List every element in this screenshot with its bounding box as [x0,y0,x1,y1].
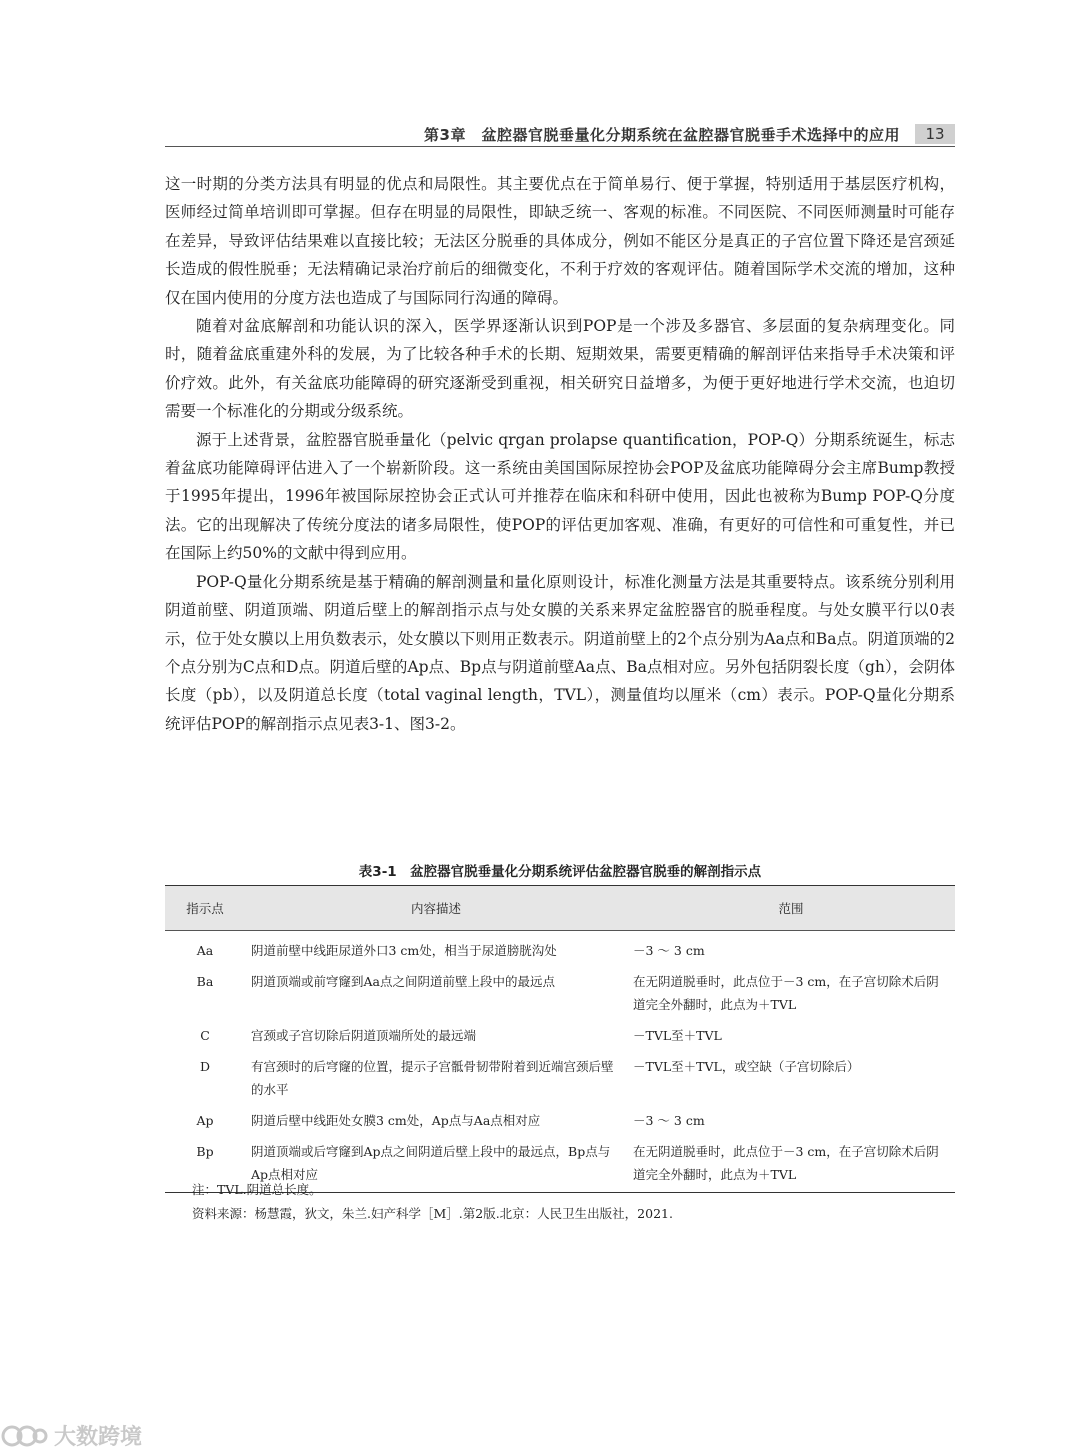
cell-point: Ba [196,974,214,989]
watermark-logo-icon [0,1420,48,1450]
body-text [165,170,955,738]
cell-range: －TVL至＋TVL，或空缺（子宫切除后） [633,1059,860,1074]
table-notes [192,1178,952,1226]
cell-description: 宫颈或子宫切除后阴道顶端所处的最远端 [251,1028,477,1043]
table-row [165,1020,955,1051]
cell-description: 阴道前壁中线距尿道外口3 cm处，相当于尿道膀胱沟处 [251,943,557,958]
cell-range: 在无阴道脱垂时，此点位于－3 cm，在子宫切除术后阴道完全外翻时，此点为＋TVL [633,974,939,1012]
cell-description: 阴道顶端或前穹窿到Aa点之间阴道前壁上段中的最远点 [251,974,555,989]
cell-point: Aa [196,943,214,958]
page-number: 13 [915,124,955,144]
cell-point: D [199,1059,211,1074]
cell-description: 有宫颈时的后穹窿的位置，提示子宫骶骨韧带附着到近端宫颈后壁的水平 [251,1059,614,1097]
paragraph-2: 随着对盆底解剖和功能认识的深入，医学界逐渐认识到POP是一个涉及多器官、多层面的复杂病理变化。同时，随着盆底重建外科的发展，为了比较各种手术的长期、短期效果，需要更精确的解剖评估来指导手术决策和评价疗效。此外，有关盆底功能障碍的研究逐渐受到重视，相关研究日益增多，为便于更好地进行学术交流，也迫切需要一个标准化的分期或分级系统。 [165,317,955,421]
paragraph-4: POP-Q量化分期系统是基于精确的解剖测量和量化原则设计，标准化测量方法是其重要特点。该系统分别利用阴道前壁、阴道顶端、阴道后壁上的解剖指示点与处女膜的关系来界定盆腔器官的脱垂程度。与处女膜平行以0表示，位于处女膜以上用负数表示，处女膜以下则用正数表示。阴道前壁上的2个点分别为Aa点和Ba点。阴道顶端的2个点分别为C点和D点。阴道后壁的Ap点、Bp点与阴道前壁Aa点、Ba点相对应。另外包括阴裂长度（gh），会阴体长度（pb），以及阴道总长度（total vaginal length，TVL），测量值均以厘米（cm）表示。POP-Q量化分期系统评估POP的解剖指示点见表3-1、图3-2。 [165,572,955,733]
cell-range: －3 ～ 3 cm [633,1113,705,1128]
watermark [0,1418,142,1452]
cell-point: Bp [165,1136,245,1193]
anatomy-points-table [165,885,955,1193]
cell-description: 阴道后壁中线距处女膜3 cm处，Ap点与Aa点相对应 [251,1113,541,1128]
table-header-row [165,886,955,931]
paragraph-3: 源于上述背景，盆腔器官脱垂量化（pelvic qrgan prolapse quantification，POP-Q）分期系统诞生，标志着盆底功能障碍评估进入了一个崭新阶段。这一系统由美国国际尿控协会POP及盆底功能障碍分会主席Bump教授于1995年提出，1996年被国际尿控协会正式认可并推荐在临床和科研中使用，因此也被称为Bump POP-Q分度法。它的出现解决了传统分度法的诸多局限性，使POP的评估更加客观、准确，有更好的可信性和可重复性，并已在国际上约50%的文献中得到应用。 [165,430,955,563]
cell-range: 在无阴道脱垂时，此点位于－3 cm，在子宫切除术后阴道完全外翻时，此点为＋TVL [627,1136,955,1193]
header-range: 范围 [627,886,955,931]
header-description: 内容描述 [245,886,627,931]
chapter-title: 第3章 盆腔器官脱垂量化分期系统在盆腔器官脱垂手术选择中的应用 [424,126,900,144]
cell-point: C [200,1028,210,1043]
table-row [165,1051,955,1105]
cell-description: 阴道顶端或后穹窿到Ap点之间阴道后壁上段中的最远点，Bp点与Ap点相对应 [245,1136,627,1193]
running-header [165,124,955,147]
header-point: 指示点 [165,886,245,931]
watermark-text: 大数跨境 [54,1424,143,1450]
table-note: 注：TVL.阴道总长度。 [192,1182,322,1197]
cell-range: －3 ～ 3 cm [633,943,705,958]
table-row [165,1105,955,1136]
table-caption: 表3-1 盆腔器官脱垂量化分期系统评估盆腔器官脱垂的解剖指示点 [358,864,762,880]
table-source: 资料来源：杨慧霞，狄文，朱兰.妇产科学［M］.第2版.北京：人民卫生出版社，2021. [192,1206,673,1221]
cell-point: Ap [196,1113,214,1128]
table-row [165,966,955,1020]
cell-range: －TVL至＋TVL [633,1028,722,1043]
table-row [165,931,955,967]
paragraph-1: 这一时期的分类方法具有明显的优点和局限性。其主要优点在于简单易行、便于掌握，特别适用于基层医疗机构，医师经过简单培训即可掌握。但存在明显的局限性，即缺乏统一、客观的标准。不同医院、不同医师测量时可能存在差异，导致评估结果难以直接比较；无法区分脱垂的具体成分，例如不能区分是真正的子宫位置下降还是宫颈延长造成的假性脱垂；无法精确记录治疗前后的细微变化，不利于疗效的客观评估。随着国际学术交流的增加，这种仅在国内使用的分度方法也造成了与国际同行沟通的障碍。 [165,175,955,307]
